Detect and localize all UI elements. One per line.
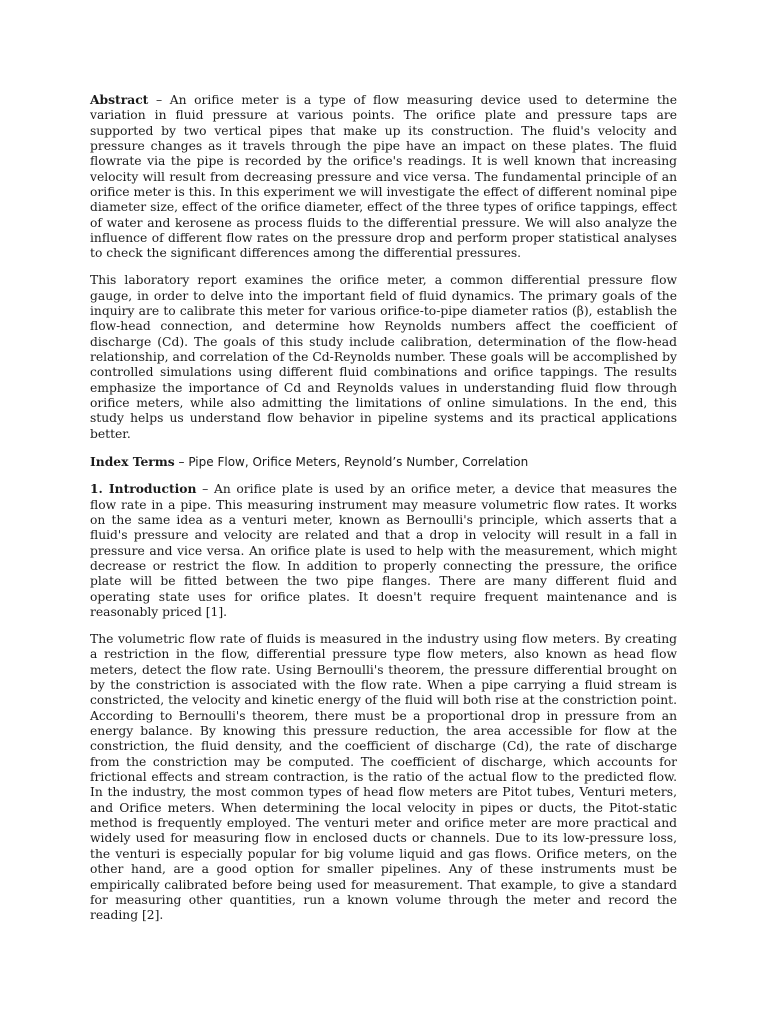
abstract-dash: –: [148, 93, 170, 107]
introduction-paragraph-1: [90, 481, 677, 620]
introduction-paragraph-2: The volumetric flow rate of fluids is measured in the industry using flow meters. By creating a restriction in the flow, differential pressure type flow meters, also known as head flow meters, detect the flow rate. Using Bernoulli's theorem, the pressure differential brought on by the constriction is associated with the flow rate. When a pipe carrying a fluid stream is constricted, the velocity and kinetic energy of the fluid will both rise at the constriction point. According to Bernoulli's theorem, there must be a proportional drop in pressure from an energy balance. By knowing this pressure reduction, the area accessible for flow at the constriction, the fluid density, and the coefficient of discharge (Cd), the rate of discharge from the constriction may be computed. The coefficient of discharge, which accounts for frictional effects and stream contraction, is the ratio of the actual flow to the predicted flow. In the industry, the most common types of head flow meters are Pitot tubes, Venturi meters, and Orifice meters. When determining the local velocity in pipes or ducts, the Pitot-static method is frequently employed. The venturi meter and orifice meter are more practical and widely used for measuring flow in enclosed ducts or channels. Due to its low-pressure loss, the venturi is especially popular for big volume liquid and gas flows. Orifice meters, on the other hand, are a good option for smaller pipelines. Any of these instruments must be empirically calibrated before being used for measurement. That example, to give a standard for measuring other quantities, run a known volume through the meter and record the reading [2].: [90, 632, 677, 923]
introduction-heading: 1. Introduction: [90, 481, 197, 497]
index-terms-heading: Index Terms: [90, 453, 175, 469]
introduction-text-1: An orifice plate is used by an orifice meter, a device that measures the flow rate in a pipe. This measuring instrument may measure volumetric flow rates. It works on the same idea as a venturi meter, known as Bernoulli's principle, which asserts that a fluid's pressure and velocity are related and that a drop in velocity will result in a fall in pressure and vice versa. An orifice plate is used to help with the measurement, which might decrease or restrict the flow. In addition to properly connecting the pressure, the orifice plate will be fitted between the two pipe flanges. There are many different fluid and operating state uses for orifice plates. It doesn't require frequent maintenance and is reasonably priced [1].: [90, 482, 677, 620]
index-terms-paragraph: [90, 454, 677, 470]
introduction-dash: –: [196, 482, 214, 497]
abstract-text: An orifice meter is a type of flow measuring device used to determine the variation in fluid pressure at various points. The orifice plate and pressure taps are supported by two vertical pipes that make up its construction. The fluid's velocity and pressure changes as it travels through the pipe have an impact on these plates. The fluid flowrate via the pipe is recorded by the orifice's readings. It is well known that increasing velocity will result from decreasing pressure and vice versa. The fundamental principle of an orifice meter is this. In this experiment we will investigate the effect of different nominal pipe diameter size, effect of the orifice diameter, effect of the three types of orifice tappings, effect of water and kerosene as process fluids to the differential pressure. We will also analyze the influence of different flow rates on the pressure drop and perform proper statistical analyses to check the significant differences among the differential pressures.: [90, 93, 677, 261]
document-page: [90, 92, 677, 935]
abstract-paragraph: [90, 92, 677, 262]
summary-paragraph: This laboratory report examines the orifice meter, a common differential pressure flow gauge, in order to delve into the important field of fluid dynamics. The primary goals of the inquiry are to calibrate this meter for various orifice-to-pipe diameter ratios (β), establish the flow-head connection, and determine how Reynolds numbers affect the coefficient of discharge (Cd). The goals of this study include calibration, determination of the flow-head relationship, and correlation of the Cd-Reynolds number. These goals will be accomplished by controlled simulations using different fluid combinations and orifice tappings. The results emphasize the importance of Cd and Reynolds values in understanding fluid flow through orifice meters, while also admitting the limitations of online simulations. In the end, this study helps us understand flow behavior in pipeline systems and its practical applications better.: [90, 273, 677, 441]
index-terms-text: – Pipe Flow, Orifice Meters, Reynold’s Number, Correlation: [174, 454, 529, 469]
abstract-heading: Abstract: [90, 92, 149, 107]
